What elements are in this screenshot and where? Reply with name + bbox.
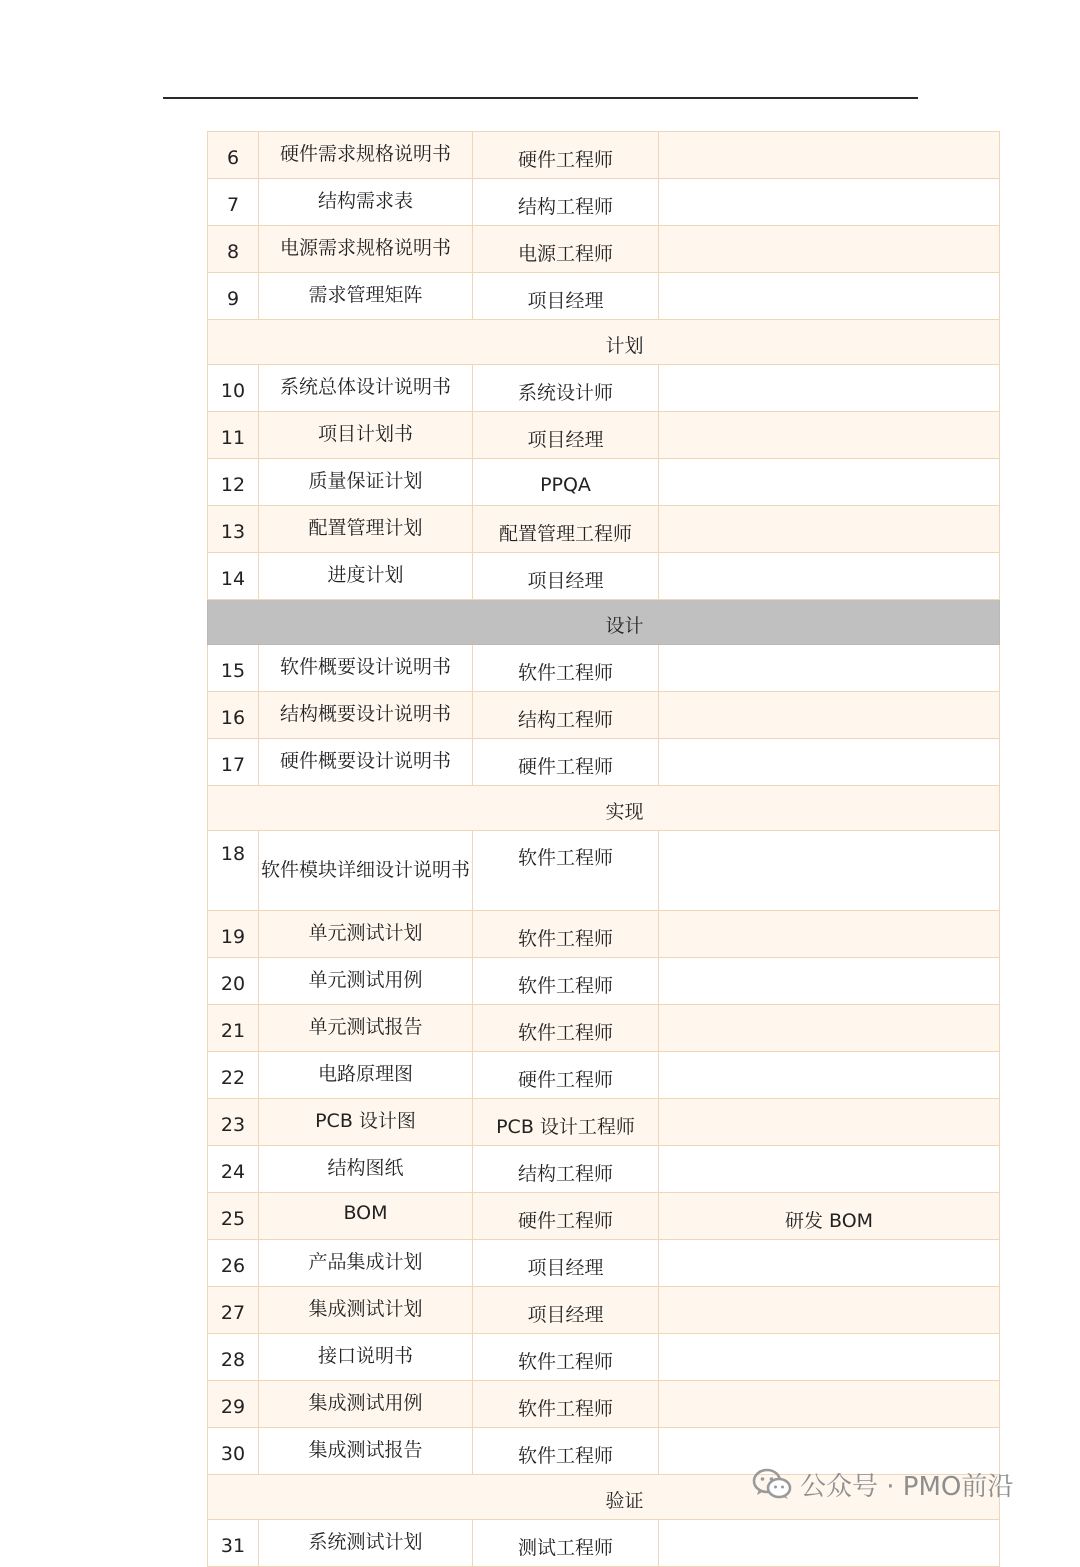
row-note bbox=[659, 273, 1000, 320]
document-name: 结构概要设计说明书 bbox=[259, 692, 473, 739]
wechat-icon bbox=[752, 1467, 792, 1501]
document-name: 软件模块详细设计说明书 bbox=[259, 831, 473, 911]
row-note bbox=[659, 132, 1000, 179]
table-row bbox=[208, 179, 1000, 226]
phase-label: 计划 bbox=[208, 320, 1000, 365]
table-row bbox=[208, 273, 1000, 320]
owner-role: 项目经理 bbox=[473, 1240, 659, 1287]
row-number: 27 bbox=[208, 1287, 259, 1334]
watermark bbox=[752, 1464, 1013, 1504]
owner-role: 配置管理工程师 bbox=[473, 506, 659, 553]
table-row bbox=[208, 132, 1000, 179]
row-number: 29 bbox=[208, 1381, 259, 1428]
owner-role: 软件工程师 bbox=[473, 1005, 659, 1052]
table-row bbox=[208, 739, 1000, 786]
document-name: 进度计划 bbox=[259, 553, 473, 600]
phase-row bbox=[208, 320, 1000, 365]
phase-row bbox=[208, 600, 1000, 645]
table-row bbox=[208, 226, 1000, 273]
table-row bbox=[208, 1052, 1000, 1099]
row-number: 7 bbox=[208, 179, 259, 226]
owner-role: 项目经理 bbox=[473, 1287, 659, 1334]
document-name: PCB 设计图 bbox=[259, 1099, 473, 1146]
owner-role: 软件工程师 bbox=[473, 911, 659, 958]
document-name: 质量保证计划 bbox=[259, 459, 473, 506]
table-row bbox=[208, 1381, 1000, 1428]
owner-role: 结构工程师 bbox=[473, 1146, 659, 1193]
owner-role: 测试工程师 bbox=[473, 1520, 659, 1567]
row-note bbox=[659, 1381, 1000, 1428]
row-note bbox=[659, 911, 1000, 958]
document-name: 单元测试计划 bbox=[259, 911, 473, 958]
document-name: 结构图纸 bbox=[259, 1146, 473, 1193]
owner-role: 软件工程师 bbox=[473, 1428, 659, 1475]
document-name: 单元测试报告 bbox=[259, 1005, 473, 1052]
owner-role: 结构工程师 bbox=[473, 692, 659, 739]
owner-role: 软件工程师 bbox=[473, 1334, 659, 1381]
row-number: 13 bbox=[208, 506, 259, 553]
row-number: 21 bbox=[208, 1005, 259, 1052]
row-number: 20 bbox=[208, 958, 259, 1005]
owner-role: PCB 设计工程师 bbox=[473, 1099, 659, 1146]
row-number: 16 bbox=[208, 692, 259, 739]
document-name: 单元测试用例 bbox=[259, 958, 473, 1005]
row-number: 12 bbox=[208, 459, 259, 506]
row-number: 19 bbox=[208, 911, 259, 958]
row-note bbox=[659, 506, 1000, 553]
table-row bbox=[208, 1146, 1000, 1193]
row-note bbox=[659, 412, 1000, 459]
row-note bbox=[659, 226, 1000, 273]
table-row bbox=[208, 506, 1000, 553]
phase-row bbox=[208, 786, 1000, 831]
phase-label: 设计 bbox=[208, 600, 1000, 645]
document-name: 系统总体设计说明书 bbox=[259, 365, 473, 412]
document-name: 电路原理图 bbox=[259, 1052, 473, 1099]
row-note bbox=[659, 553, 1000, 600]
row-number: 9 bbox=[208, 273, 259, 320]
row-number: 15 bbox=[208, 645, 259, 692]
phase-label: 验证 bbox=[208, 1475, 1000, 1520]
row-number: 14 bbox=[208, 553, 259, 600]
table-row bbox=[208, 459, 1000, 506]
owner-role: 软件工程师 bbox=[473, 831, 659, 911]
row-note bbox=[659, 1052, 1000, 1099]
owner-role: 电源工程师 bbox=[473, 226, 659, 273]
owner-role: 项目经理 bbox=[473, 412, 659, 459]
row-number: 11 bbox=[208, 412, 259, 459]
row-note bbox=[659, 1099, 1000, 1146]
row-note bbox=[659, 1146, 1000, 1193]
owner-role: 项目经理 bbox=[473, 553, 659, 600]
table-row bbox=[208, 1193, 1000, 1240]
row-number: 31 bbox=[208, 1520, 259, 1567]
table-row bbox=[208, 553, 1000, 600]
owner-role: 硬件工程师 bbox=[473, 132, 659, 179]
table-row bbox=[208, 692, 1000, 739]
row-note bbox=[659, 1334, 1000, 1381]
owner-role: 软件工程师 bbox=[473, 645, 659, 692]
watermark-text: 公众号 · PMO前沿 bbox=[800, 1471, 1014, 1502]
row-number: 24 bbox=[208, 1146, 259, 1193]
row-note bbox=[659, 179, 1000, 226]
table-row bbox=[208, 1334, 1000, 1381]
row-number: 26 bbox=[208, 1240, 259, 1287]
row-note bbox=[659, 1240, 1000, 1287]
row-note bbox=[659, 831, 1000, 911]
document-name: 系统测试计划 bbox=[259, 1520, 473, 1567]
document-name: 结构需求表 bbox=[259, 179, 473, 226]
owner-role: 结构工程师 bbox=[473, 179, 659, 226]
row-note bbox=[659, 1287, 1000, 1334]
row-note bbox=[659, 958, 1000, 1005]
row-note bbox=[659, 459, 1000, 506]
table-row bbox=[208, 831, 1000, 911]
document-name: 硬件概要设计说明书 bbox=[259, 739, 473, 786]
row-note bbox=[659, 365, 1000, 412]
row-number: 28 bbox=[208, 1334, 259, 1381]
row-number: 8 bbox=[208, 226, 259, 273]
table-body bbox=[208, 132, 1000, 1567]
document-name: 电源需求规格说明书 bbox=[259, 226, 473, 273]
row-number: 17 bbox=[208, 739, 259, 786]
row-note: 研发 BOM bbox=[659, 1193, 1000, 1240]
document-name: BOM bbox=[259, 1193, 473, 1240]
document-name: 硬件需求规格说明书 bbox=[259, 132, 473, 179]
owner-role: 软件工程师 bbox=[473, 958, 659, 1005]
header-rule bbox=[163, 97, 918, 99]
row-number: 6 bbox=[208, 132, 259, 179]
document-name: 配置管理计划 bbox=[259, 506, 473, 553]
row-note bbox=[659, 739, 1000, 786]
table-row bbox=[208, 911, 1000, 958]
document-name: 接口说明书 bbox=[259, 1334, 473, 1381]
document-name: 集成测试报告 bbox=[259, 1428, 473, 1475]
table-row bbox=[208, 412, 1000, 459]
row-number: 25 bbox=[208, 1193, 259, 1240]
table-row bbox=[208, 365, 1000, 412]
row-note bbox=[659, 692, 1000, 739]
document-name: 需求管理矩阵 bbox=[259, 273, 473, 320]
owner-role: 项目经理 bbox=[473, 273, 659, 320]
table-row bbox=[208, 645, 1000, 692]
document-name: 产品集成计划 bbox=[259, 1240, 473, 1287]
document-name: 项目计划书 bbox=[259, 412, 473, 459]
phase-label: 实现 bbox=[208, 786, 1000, 831]
row-note bbox=[659, 1005, 1000, 1052]
owner-role: PPQA bbox=[473, 459, 659, 506]
document-name: 集成测试用例 bbox=[259, 1381, 473, 1428]
row-note bbox=[659, 645, 1000, 692]
row-number: 30 bbox=[208, 1428, 259, 1475]
owner-role: 系统设计师 bbox=[473, 365, 659, 412]
owner-role: 硬件工程师 bbox=[473, 1193, 659, 1240]
owner-role: 硬件工程师 bbox=[473, 739, 659, 786]
owner-role: 软件工程师 bbox=[473, 1381, 659, 1428]
table-row bbox=[208, 1099, 1000, 1146]
row-number: 10 bbox=[208, 365, 259, 412]
row-number: 22 bbox=[208, 1052, 259, 1099]
row-number: 18 bbox=[208, 831, 259, 911]
document-name: 软件概要设计说明书 bbox=[259, 645, 473, 692]
table-row bbox=[208, 958, 1000, 1005]
document-name: 集成测试计划 bbox=[259, 1287, 473, 1334]
table-row bbox=[208, 1005, 1000, 1052]
owner-role: 硬件工程师 bbox=[473, 1052, 659, 1099]
row-number: 23 bbox=[208, 1099, 259, 1146]
table-row bbox=[208, 1240, 1000, 1287]
deliverables-table bbox=[207, 131, 1000, 1567]
table-row bbox=[208, 1287, 1000, 1334]
